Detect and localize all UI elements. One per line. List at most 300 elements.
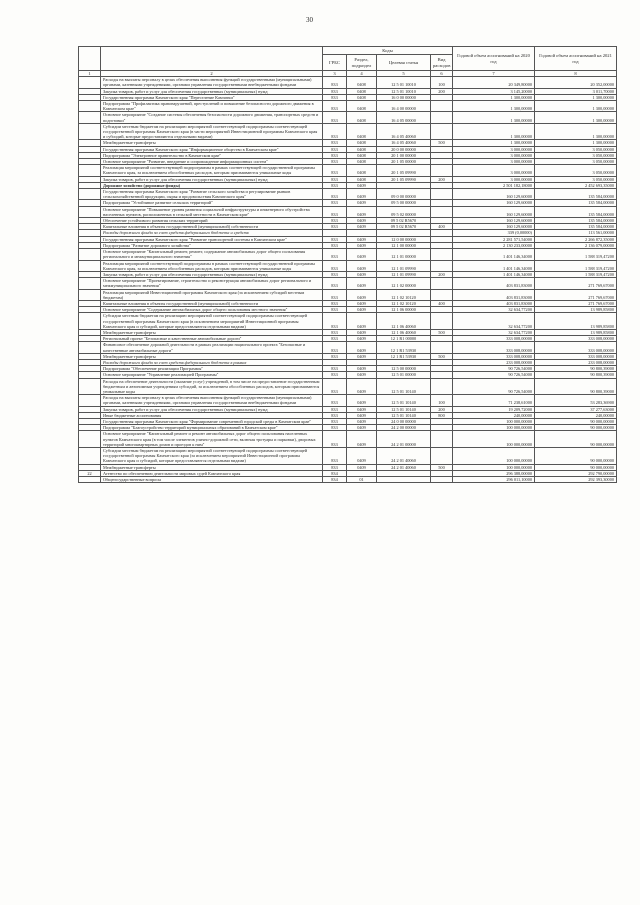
cell-name: Государственная программа Камчатского края "Переселение Камчатки" <box>101 94 323 100</box>
cell-section: 0408 <box>347 123 377 140</box>
cell-sum-2021: 3 011,70000 <box>535 88 617 94</box>
cell-grbs: 833 <box>323 366 347 372</box>
cell-num <box>79 189 101 200</box>
cell-target: 09 5 02 00000 <box>377 206 431 217</box>
cell-sum-2021: 90 800,39000 <box>535 372 617 378</box>
cell-section: 0408 <box>347 146 377 152</box>
cell-sum-2020: 1 300,00000 <box>453 123 535 140</box>
cell-target: 12 1 01 09990 <box>377 260 431 271</box>
cell-name: Закупка товаров, работ и услуг для обеспечения государственных (муниципальных) нужд <box>101 176 323 182</box>
table-row <box>79 101 617 112</box>
cell-section: 01 <box>347 477 377 483</box>
cell-sum-2020: 296 011,10000 <box>453 477 535 483</box>
cell-target: 12 5 01 10010 <box>377 88 431 94</box>
cell-expense-type <box>431 189 453 200</box>
cell-name: Иные бюджетные ассигнования <box>101 412 323 418</box>
cell-sum-2021: 240,00000 <box>535 412 617 418</box>
table-row <box>79 165 617 176</box>
cell-sum-2021: 90 000,00000 <box>535 418 617 424</box>
cell-sum-2021: 292 393,30000 <box>535 477 617 483</box>
cell-sum-2021: 2 136 079,00000 <box>535 242 617 248</box>
table-row <box>79 289 617 300</box>
cell-name: Подпрограмма "Электронное правительство в Камчатском крае" <box>101 152 323 158</box>
cell-sum-2021: 1 300,00000 <box>535 94 617 100</box>
cell-section: 0408 <box>347 77 377 88</box>
cell-expense-type: 500 <box>431 464 453 470</box>
cell-sum-2020: 160 129,60000 <box>453 224 535 230</box>
cell-num <box>79 448 101 465</box>
cell-target: 20 0 00 00000 <box>377 146 431 152</box>
cell-sum-2021: 1 588 319,47200 <box>535 260 617 271</box>
budget-table <box>78 46 617 483</box>
cell-name: Основное мероприятие "Проектирование, строительство и реконструкция автомобильных дорог регионального и межмуниципального значения" <box>101 278 323 289</box>
cell-section: 0409 <box>347 307 377 313</box>
cell-grbs: 833 <box>323 307 347 313</box>
cell-name: Расходы на выплаты персоналу в целях обеспечения выполнения функций государственными (муниципальными) органами, казенными учреждениями, органами управления государственными внебюджетными фондами <box>101 77 323 88</box>
cell-target: 12 5 01 10140 <box>377 412 431 418</box>
cell-name: Обеспечение устойчивого развития сельских территорий <box>101 218 323 224</box>
colnum: 1 <box>79 71 101 77</box>
cell-section: 0409 <box>347 464 377 470</box>
header-sum-2021: Годовой объем ассигнований на 2021 год <box>535 47 617 71</box>
cell-sum-2021: 13 989,85800 <box>535 313 617 330</box>
cell-grbs: 833 <box>323 406 347 412</box>
cell-expense-type <box>431 378 453 395</box>
cell-name: Межбюджетные трансферты <box>101 464 323 470</box>
cell-sum-2021: 135 584,00000 <box>535 200 617 206</box>
cell-name: Основное мероприятие "Содержание автомобильных дорог общего пользования местного значения" <box>101 307 323 313</box>
cell-sum-2020: 1 401 146,34000 <box>453 271 535 277</box>
cell-sum-2021: 271 769,67000 <box>535 289 617 300</box>
cell-name: Агентство по обеспечению деятельности мировых судей Камчатского края <box>101 470 323 476</box>
cell-name: Подпрограмма "Обеспечение реализации Программы" <box>101 366 323 372</box>
cell-expense-type <box>431 206 453 217</box>
cell-sum-2020: 403 831,83000 <box>453 300 535 306</box>
cell-section: 0408 <box>347 140 377 146</box>
cell-expense-type: 500 <box>431 140 453 146</box>
cell-grbs: 833 <box>323 200 347 206</box>
cell-sum-2020: 3 000,00000 <box>453 165 535 176</box>
cell-expense-type: 200 <box>431 88 453 94</box>
cell-num <box>79 101 101 112</box>
cell-name: Реализация мероприятий соответствующей подпрограммы в рамках соответствующей государственной программы Камчатского края, за исключением обособленных расходов, которым присваиваются уникальные коды <box>101 260 323 271</box>
cell-sum-2021: 3 050,00000 <box>535 176 617 182</box>
cell-sum-2021: 333 008,00000 <box>535 342 617 353</box>
cell-section: 0409 <box>347 372 377 378</box>
cell-grbs: 833 <box>323 353 347 359</box>
cell-expense-type: 100 <box>431 395 453 406</box>
cell-sum-2021: 90 000,00000 <box>535 464 617 470</box>
cell-name: Основное мероприятие "Капитальный ремонт и ремонт автомобильных дорог общего пользования населенных пунктов Камчатского края (в том числе элементов улично-дорожной сети, включая тротуары и парковки), дворовых территорий многоквартирных домов и проездов к ним" <box>101 431 323 448</box>
cell-sum-2020: 160 129,60000 <box>453 189 535 200</box>
cell-expense-type <box>431 313 453 330</box>
cell-num <box>79 289 101 300</box>
cell-target: 12 1 00 00000 <box>377 242 431 248</box>
cell-num <box>79 395 101 406</box>
cell-target: 12 5 01 10010 <box>377 77 431 88</box>
cell-sum-2020: 100 000,00000 <box>453 425 535 431</box>
cell-grbs: 833 <box>323 146 347 152</box>
cell-sum-2020: 90 726,54000 <box>453 378 535 395</box>
cell-sum-2021: 135 584,00000 <box>535 206 617 217</box>
colnum: 2 <box>101 71 323 77</box>
cell-sum-2020: 3 000,00000 <box>453 159 535 165</box>
cell-name: Государственная программа Камчатского края "Формирование современной городской среды в Камчатском крае" <box>101 418 323 424</box>
table-row <box>79 448 617 465</box>
cell-sum-2020: 1 300,00000 <box>453 112 535 123</box>
cell-name: Расходы на выплаты персоналу в целях обеспечения выполнения функций государственными (муниципальными) органами, казенными учреждениями, органами управления государственными внебюджетными фондами <box>101 395 323 406</box>
table-row <box>79 395 617 406</box>
cell-target: 12 1 02 10120 <box>377 289 431 300</box>
cell-sum-2020: 233 008,00000 <box>453 359 535 365</box>
cell-target: 24 2 00 00000 <box>377 425 431 431</box>
cell-expense-type: 500 <box>431 353 453 359</box>
cell-sum-2020: 100 000,00000 <box>453 431 535 448</box>
cell-name: Капитальные вложения в объекты государственной (муниципальной) собственности <box>101 224 323 230</box>
cell-grbs: 833 <box>323 395 347 406</box>
cell-section: 0409 <box>347 353 377 359</box>
cell-name: Капитальные вложения в объекты государственной (муниципальной) собственности <box>101 300 323 306</box>
cell-section: 0408 <box>347 165 377 176</box>
header-section: Раздел, подраздел <box>347 55 377 71</box>
cell-grbs: 833 <box>323 448 347 465</box>
cell-section: 0409 <box>347 242 377 248</box>
cell-sum-2021: 90 000,00000 <box>535 448 617 465</box>
cell-grbs: 833 <box>323 236 347 242</box>
cell-name: Субсидии местным бюджетам на реализацию мероприятий соответствующей подпрограммы соответствующей государственной программы Камчатского края (за исключением мероприятий Инвестиционной программы Камчатского края и субсидий, которые предоставляются отдельными видами) <box>101 448 323 465</box>
cell-name: Основное мероприятие "Развитие, внедрение и сопровождение информационных систем" <box>101 159 323 165</box>
cell-grbs: 833 <box>323 431 347 448</box>
cell-name: Финансовое обеспечение дорожной деятельности в рамках реализации национального проекта "Безопасные и качественные автомобильные дороги" <box>101 342 323 353</box>
table-row <box>79 477 617 483</box>
cell-target: 09 5 02 R5670 <box>377 224 431 230</box>
cell-sum-2020: 3 000,00000 <box>453 146 535 152</box>
cell-sum-2021: 1 300,00000 <box>535 101 617 112</box>
cell-expense-type: 200 <box>431 406 453 412</box>
cell-target: 12 1 02 10120 <box>377 300 431 306</box>
cell-expense-type <box>431 101 453 112</box>
cell-target: 16 0 00 00000 <box>377 94 431 100</box>
cell-name: Подпрограмма "Профилактика правонарушений, преступлений и повышение безопасности дорожного движения в Камчатском крае" <box>101 101 323 112</box>
table-row <box>79 189 617 200</box>
cell-target: 16 4 00 00000 <box>377 101 431 112</box>
cell-sum-2021: 37 277,63000 <box>535 406 617 412</box>
table-row <box>79 77 617 88</box>
cell-num <box>79 123 101 140</box>
cell-expense-type <box>431 342 453 353</box>
cell-name: Государственная программа Камчатского края "Развитие сельского хозяйства и регулирование рынков сельскохозяйственной продукции, сырья и продовольствия Камчатского края" <box>101 189 323 200</box>
cell-sum-2020: 2 501 182,18000 <box>453 182 535 188</box>
cell-grbs: 833 <box>323 249 347 260</box>
cell-num <box>79 206 101 217</box>
cell-section: 0408 <box>347 112 377 123</box>
header-target: Целевая статья <box>377 55 431 71</box>
cell-sum-2020: 1 300,00000 <box>453 140 535 146</box>
cell-sum-2020: 240,00000 <box>453 412 535 418</box>
cell-expense-type <box>431 249 453 260</box>
cell-section: 0409 <box>347 329 377 335</box>
cell-name: Основное мероприятие "Управление реализацией Программы" <box>101 372 323 378</box>
cell-sum-2021: 1 300,00000 <box>535 140 617 146</box>
cell-grbs: 833 <box>323 329 347 335</box>
cell-target: 09 0 00 00000 <box>377 189 431 200</box>
cell-sum-2021: 90 000,00000 <box>535 425 617 431</box>
cell-target: 12 5 01 10140 <box>377 406 431 412</box>
cell-name: Межбюджетные трансферты <box>101 140 323 146</box>
cell-grbs: 833 <box>323 176 347 182</box>
cell-target: 12 1 R1 00000 <box>377 336 431 342</box>
cell-sum-2021: 13 989,85800 <box>535 329 617 335</box>
cell-target <box>377 477 431 483</box>
cell-target: 12 1 01 00000 <box>377 249 431 260</box>
cell-section: 0409 <box>347 206 377 217</box>
cell-grbs: 833 <box>323 224 347 230</box>
cell-grbs: 834 <box>323 477 347 483</box>
cell-grbs: 833 <box>323 289 347 300</box>
cell-sum-2020: 160 129,60000 <box>453 200 535 206</box>
table-row <box>79 123 617 140</box>
cell-grbs: 833 <box>323 140 347 146</box>
cell-name: Субсидии местным бюджетам на реализацию мероприятий соответствующей подпрограммы соответствующей государственной программы Камчатского края (в части мероприятий Инвестиционной программы Камчатского края и субсидий, которые предоставляются отдельными видами) <box>101 123 323 140</box>
cell-sum-2021: 13 989,85800 <box>535 307 617 313</box>
cell-grbs: 833 <box>323 418 347 424</box>
cell-num <box>79 313 101 330</box>
cell-sum-2020: 90 726,54000 <box>453 366 535 372</box>
cell-expense-type: 100 <box>431 77 453 88</box>
cell-grbs: 833 <box>323 165 347 176</box>
cell-section: 0409 <box>347 395 377 406</box>
cell-sum-2020: 296 388,00000 <box>453 470 535 476</box>
cell-sum-2020: 32 634,77200 <box>453 329 535 335</box>
cell-grbs: 833 <box>323 77 347 88</box>
cell-name: Расходы дорожного фонда за счет средств федерального бюджета в рамках <box>101 359 323 365</box>
cell-sum-2020: 32 634,77200 <box>453 307 535 313</box>
cell-expense-type <box>431 123 453 140</box>
header-name <box>101 47 323 71</box>
cell-sum-2021: 90 800,39000 <box>535 366 617 372</box>
cell-target: 12 1 02 00000 <box>377 278 431 289</box>
cell-num <box>79 112 101 123</box>
cell-target: 20 1 00 00000 <box>377 152 431 158</box>
cell-section: 0409 <box>347 366 377 372</box>
cell-num <box>79 342 101 353</box>
cell-expense-type: 500 <box>431 329 453 335</box>
cell-name: Региональный проект "Безопасные и качественные автомобильные дороги" <box>101 336 323 342</box>
cell-sum-2021: 3 050,00000 <box>535 165 617 176</box>
cell-sum-2021: 90 000,00000 <box>535 431 617 448</box>
cell-target: 09 5 00 00000 <box>377 200 431 206</box>
cell-target: 16 4 05 00000 <box>377 112 431 123</box>
cell-sum-2021: 271 769,67000 <box>535 300 617 306</box>
colnum: 5 <box>377 71 431 77</box>
header-grbs: ГРБС <box>323 55 347 71</box>
cell-section: 0409 <box>347 425 377 431</box>
cell-sum-2020: 333 008,00000 <box>453 353 535 359</box>
cell-name: Подпрограмма "Благоустройство территорий муниципальных образований в Камчатском крае" <box>101 425 323 431</box>
cell-sum-2020: 19 209,72000 <box>453 406 535 412</box>
cell-expense-type: 200 <box>431 271 453 277</box>
cell-section: 0409 <box>347 313 377 330</box>
cell-name: Основное мероприятие "Повышение уровня развития социальной инфраструктуры и инженерного обустройства населенных пунктов, расположенных в сельской местности в Камчатском крае" <box>101 206 323 217</box>
cell-name: Межбюджетные трансферты <box>101 329 323 335</box>
cell-sum-2020: 100 000,00000 <box>453 448 535 465</box>
cell-name: Основное мероприятие "Создание системы обеспечения безопасности дорожного движения, транспортных средств и подготовки" <box>101 112 323 123</box>
cell-name: Реализация мероприятий соответствующей подпрограммы в рамках соответствующей государственной программы Камчатского края, за исключением обособленных расходов, которым присваиваются уникальные коды <box>101 165 323 176</box>
cell-name: Подпрограмма "Развитие дорожного хозяйства" <box>101 242 323 248</box>
cell-sum-2021: 1 588 319,47200 <box>535 249 617 260</box>
cell-section: 0409 <box>347 249 377 260</box>
cell-grbs: 833 <box>323 152 347 158</box>
cell-num <box>79 431 101 448</box>
cell-grbs: 833 <box>323 189 347 200</box>
cell-target: 12 5 00 00000 <box>377 366 431 372</box>
cell-sum-2021: 3 050,00000 <box>535 146 617 152</box>
cell-section: 0409 <box>347 300 377 306</box>
cell-section: 0408 <box>347 94 377 100</box>
cell-sum-2021: 333 008,00000 <box>535 353 617 359</box>
cell-section: 0409 <box>347 418 377 424</box>
cell-section: 0409 <box>347 448 377 465</box>
cell-sum-2021: 135 584,00000 <box>535 189 617 200</box>
cell-expense-type: 400 <box>431 300 453 306</box>
cell-section: 0408 <box>347 101 377 112</box>
cell-target: 20 1 05 09990 <box>377 165 431 176</box>
colnum: 4 <box>347 71 377 77</box>
cell-grbs: 833 <box>323 88 347 94</box>
colnum: 6 <box>431 71 453 77</box>
cell-expense-type <box>431 278 453 289</box>
cell-sum-2021: 135 584,00000 <box>535 224 617 230</box>
cell-section: 0409 <box>347 278 377 289</box>
cell-sum-2021: 1 300,00000 <box>535 112 617 123</box>
cell-target: 12 1 06 40060 <box>377 329 431 335</box>
cell-section: 0409 <box>347 412 377 418</box>
cell-expense-type <box>431 448 453 465</box>
table-header <box>79 47 617 77</box>
cell-grbs: 833 <box>323 112 347 123</box>
cell-target: 12 5 01 10140 <box>377 395 431 406</box>
cell-sum-2021: 2 266 872,35000 <box>535 236 617 242</box>
cell-grbs: 833 <box>323 378 347 395</box>
cell-section: 0409 <box>347 189 377 200</box>
cell-section: 0409 <box>347 342 377 353</box>
cell-sum-2020: 3 000,00000 <box>453 152 535 158</box>
cell-grbs: 833 <box>323 336 347 342</box>
cell-target: 24 2 01 40060 <box>377 448 431 465</box>
cell-sum-2020: 100 000,00000 <box>453 418 535 424</box>
cell-section: 0409 <box>347 406 377 412</box>
cell-grbs: 834 <box>323 470 347 476</box>
table-row <box>79 378 617 395</box>
cell-grbs: 833 <box>323 412 347 418</box>
cell-name: Государственная программа Камчатского края "Информационное общество в Камчатском крае" <box>101 146 323 152</box>
colnum: 8 <box>535 71 617 77</box>
cell-expense-type: 200 <box>431 176 453 182</box>
cell-expense-type <box>431 431 453 448</box>
cell-sum-2020: 3 145,20000 <box>453 88 535 94</box>
cell-grbs: 833 <box>323 123 347 140</box>
cell-sum-2020: 32 634,77200 <box>453 313 535 330</box>
cell-grbs: 833 <box>323 206 347 217</box>
cell-sum-2020: 333 008,00000 <box>453 342 535 353</box>
cell-sum-2020: 1 401 146,34000 <box>453 249 535 260</box>
cell-sum-2020: 160 129,60000 <box>453 206 535 217</box>
cell-name: Субсидии местным бюджетам на реализацию мероприятий соответствующей подпрограммы соответствующей государственной программы Камчатского края (в исключением мероприятий Инвестиционной программы Камчатского края и субсидий, которые предоставляются отдельными видами) <box>101 313 323 330</box>
cell-num <box>79 378 101 395</box>
cell-target: 16 4 05 40060 <box>377 123 431 140</box>
cell-expense-type <box>431 289 453 300</box>
cell-section: 0409 <box>347 260 377 271</box>
cell-sum-2020: 20 349,80000 <box>453 77 535 88</box>
cell-sum-2020: 1 300,00000 <box>453 94 535 100</box>
cell-target: 12 1 01 09990 <box>377 271 431 277</box>
cell-name: Расходы на обеспечение деятельности (оказание услуг) учреждений, в том числе на предоставление государственным бюджетным и автономным учреждениям субсидий, за исключением обособленных расходов, которым присваиваются уникальные коды <box>101 378 323 395</box>
cell-grbs: 833 <box>323 464 347 470</box>
cell-grbs: 833 <box>323 159 347 165</box>
cell-sum-2020: 2 281 571,54000 <box>453 236 535 242</box>
cell-sum-2020: 90 726,54000 <box>453 372 535 378</box>
cell-sum-2021: 113 561,00000 <box>535 230 617 236</box>
cell-num: 22 <box>79 470 101 476</box>
cell-section: 0409 <box>347 224 377 230</box>
cell-sum-2020: 100 000,00000 <box>453 464 535 470</box>
cell-num <box>79 165 101 176</box>
colnum: 7 <box>453 71 535 77</box>
cell-sum-2021: 53 283,36900 <box>535 395 617 406</box>
cell-section: 0409 <box>347 289 377 300</box>
cell-sum-2020: 2 130 233,00000 <box>453 242 535 248</box>
cell-section: 0409 <box>347 200 377 206</box>
cell-target: 12 1 06 40060 <box>377 313 431 330</box>
cell-name: Межбюджетные трансферты <box>101 353 323 359</box>
cell-name: Подпрограмма "Устойчивое развитие сельских территорий" <box>101 200 323 206</box>
cell-section: 0408 <box>347 159 377 165</box>
cell-sum-2020: 160 129,60000 <box>453 218 535 224</box>
cell-sum-2021: 3 050,00000 <box>535 152 617 158</box>
cell-sum-2021: 233 008,00000 <box>535 359 617 365</box>
cell-expense-type: 400 <box>431 224 453 230</box>
cell-expense-type <box>431 165 453 176</box>
cell-grbs: 833 <box>323 271 347 277</box>
cell-grbs: 833 <box>323 101 347 112</box>
cell-sum-2020: 71 238,61000 <box>453 395 535 406</box>
table-row <box>79 313 617 330</box>
cell-section: 0409 <box>347 378 377 395</box>
cell-name: Основное мероприятие "Капитальный ремонт, ремонт, содержание автомобильных дорог общего пользования регионального и межмуниципального значения" <box>101 249 323 260</box>
cell-sum-2020: 339 (0,00000) <box>453 230 535 236</box>
cell-sum-2020: 403 831,83000 <box>453 278 535 289</box>
cell-target: 20 1 05 09990 <box>377 176 431 182</box>
header-num <box>79 47 101 71</box>
cell-num <box>79 477 101 483</box>
cell-sum-2020: 1 300,00000 <box>453 101 535 112</box>
cell-grbs: 833 <box>323 182 347 188</box>
cell-name: Дорожное хозяйство (дорожные фонды) <box>101 182 323 188</box>
cell-expense-type <box>431 477 453 483</box>
cell-sum-2021: 1 300,00000 <box>535 123 617 140</box>
cell-grbs: 833 <box>323 94 347 100</box>
cell-target: 12 1 R1 53930 <box>377 342 431 353</box>
cell-name: Государственная программа Камчатского края "Развитие транспортной системы в Камчатском крае" <box>101 236 323 242</box>
cell-grbs: 833 <box>323 313 347 330</box>
cell-grbs: 833 <box>323 425 347 431</box>
cell-grbs: 833 <box>323 260 347 271</box>
table-body <box>79 77 617 483</box>
cell-target: 12 5 01 10140 <box>377 378 431 395</box>
cell-section: 0408 <box>347 88 377 94</box>
table-row <box>79 249 617 260</box>
table-row <box>79 342 617 353</box>
